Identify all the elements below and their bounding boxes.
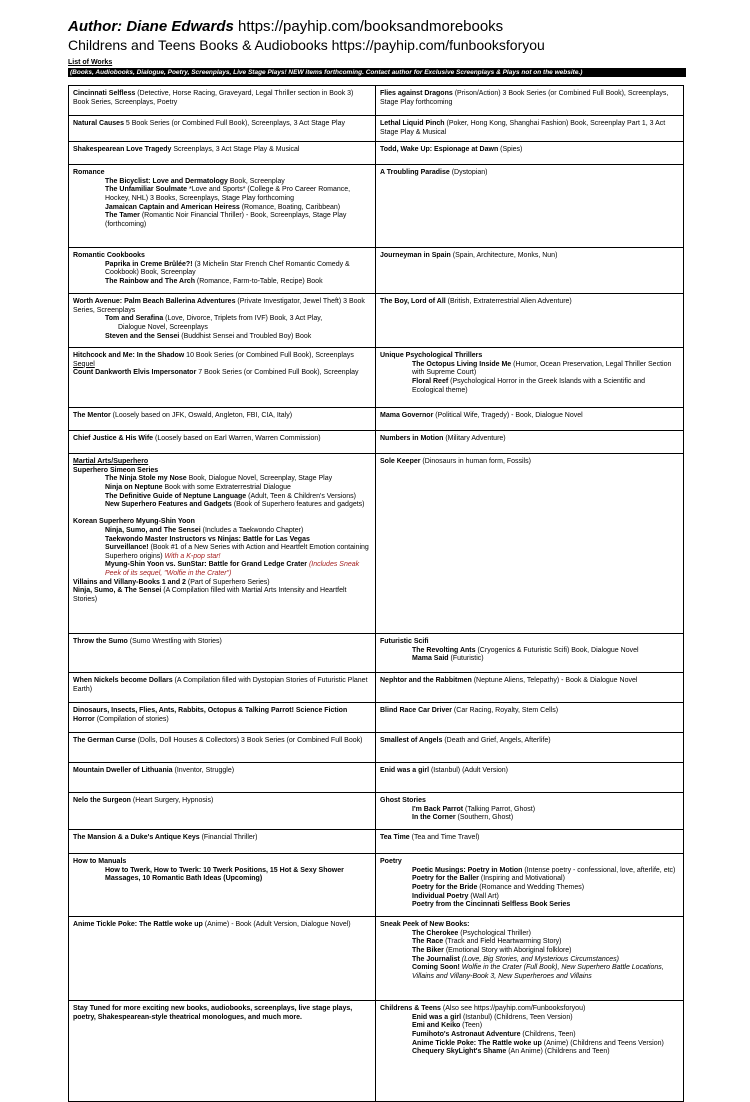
- work-entry: [380, 655, 678, 664]
- work-description: (Dystopian): [449, 169, 488, 177]
- work-title: Hitchcock and Me: In the Shadow: [73, 352, 185, 360]
- work-description: (Part of Superhero Series): [185, 578, 270, 586]
- works-row: [69, 165, 684, 248]
- work-title: Myung-Shin Yoon vs. SunStar: Battle for Grand Ledge Crater: [105, 561, 307, 569]
- right-cell: [376, 703, 684, 733]
- work-title: Smallest of Angels: [380, 737, 443, 745]
- work-description: (Istanbul) (Adult Version): [429, 767, 508, 775]
- works-row: [69, 854, 684, 917]
- work-title: Lethal Liquid Pinch: [380, 120, 445, 127]
- work-title: The Unfamiliar Soulmate: [105, 186, 188, 194]
- work-description: (Sumo Wrestling with Stories): [127, 638, 222, 646]
- work-description: (Inventor, Struggle): [172, 767, 235, 775]
- works-row: [69, 703, 684, 733]
- work-description: (Private Investigator, Jewel Theft) 3 Book Series, Screenplays: [73, 298, 365, 314]
- work-description: (Tea and Time Travel): [409, 834, 480, 842]
- work-description: (Loosely based on Earl Warren, Warren Commission): [153, 435, 321, 443]
- work-description: (Neptune Aliens, Telepathy) - Book & Dialogue Novel: [471, 677, 638, 685]
- work-description: (Inspiring and Motivational): [478, 875, 565, 883]
- section-heading: Korean Superhero Myung-Shin Yoon: [73, 518, 195, 526]
- work-title: Ninja on Neptune: [105, 483, 163, 491]
- work-title: In the Corner: [412, 814, 456, 822]
- work-title: Anime Tickle Poke: The Rattle woke up: [73, 921, 203, 929]
- right-cell: [376, 763, 684, 793]
- works-row: [69, 142, 684, 165]
- work-entry: [380, 412, 678, 421]
- work-entry: [380, 938, 678, 947]
- work-description: 5 Book Series (or Combined Full Book), Screenplays, 3 Act Stage Play: [123, 120, 345, 127]
- work-entry: [73, 527, 370, 536]
- work-title: The Boy, Lord of All: [380, 298, 446, 306]
- document-header: [68, 18, 738, 54]
- work-description: (A Compilation filled with Martial Arts Intensity and Heartfelt Stories): [73, 587, 347, 603]
- work-title: New Superhero Features and Gadgets: [105, 501, 232, 509]
- work-entry: [73, 315, 370, 324]
- right-cell: [376, 294, 684, 348]
- work-title: A Troubling Paradise: [380, 169, 450, 177]
- right-cell: [376, 165, 684, 248]
- work-title: The Rainbow and The Arch: [105, 277, 195, 285]
- work-title: The Mansion & a Duke's Antique Keys: [73, 834, 200, 842]
- work-entry: [73, 412, 370, 421]
- work-note: (Love, Big Stories, and Mysterious Circumstances): [459, 955, 619, 963]
- work-title: Dinosaurs, Insects, Flies, Ants, Rabbits, Octopus & Talking Parrot! Science Fiction Horror: [73, 707, 348, 723]
- work-entry: [73, 186, 370, 203]
- work-entry: [73, 834, 370, 843]
- work-description: (Dolls, Doll Houses & Collectors) 3 Book Series (or Combined Full Book): [135, 737, 363, 745]
- work-entry: [380, 814, 678, 823]
- work-entry: [73, 921, 370, 930]
- work-description: (Heart Surgery, Hypnosis): [130, 797, 214, 805]
- work-title: Tom and Serafina: [105, 315, 164, 323]
- work-description: (Wall Art): [468, 892, 499, 900]
- left-cell: [69, 116, 376, 142]
- work-entry: [380, 964, 678, 981]
- work-title: Fumihoto's Astronaut Adventure: [412, 1030, 521, 1038]
- work-description: (Spain, Architecture, Monks, Nun): [450, 252, 558, 260]
- work-entry: [380, 435, 678, 444]
- section-heading: Unique Psychological Thrillers: [380, 352, 483, 360]
- work-description: (Southern, Ghost): [455, 814, 514, 822]
- work-description: (Book of Superhero features and gadgets): [231, 501, 365, 509]
- work-description: Book with some Extraterrestrial Dialogue: [162, 483, 291, 491]
- work-entry: [73, 797, 370, 806]
- work-description: (Psychological Horror in the Greek Islands with a Scientific and Ecological theme): [412, 377, 646, 394]
- left-cell: [69, 733, 376, 763]
- work-title: Coming Soon!: [412, 964, 460, 972]
- works-row: [69, 1001, 684, 1102]
- work-entry: [73, 579, 370, 588]
- work-title: Tea Time: [380, 834, 410, 842]
- works-row: [69, 793, 684, 830]
- works-row: [69, 733, 684, 763]
- work-entry: [73, 493, 370, 502]
- work-description: (Talking Parrot, Ghost): [463, 805, 536, 813]
- work-entry: [73, 333, 370, 342]
- work-title: Cincinnati Selfless: [73, 90, 136, 97]
- work-entry: [380, 834, 678, 843]
- right-cell: [376, 830, 684, 854]
- work-entry: [380, 90, 678, 107]
- left-cell: [69, 917, 376, 1001]
- works-row: [69, 634, 684, 673]
- work-description: (Includes a Taekwondo Chapter): [200, 526, 304, 534]
- work-title: The Definitive Guide of Neptune Language: [105, 492, 247, 500]
- section-heading: Sneak Peek of New Books:: [380, 921, 470, 929]
- work-title: Blind Race Car Driver: [380, 707, 452, 715]
- left-cell: [69, 1001, 376, 1102]
- works-row: [69, 294, 684, 348]
- work-title: Mountain Dweller of Lithuania: [73, 767, 173, 775]
- left-cell: [69, 348, 376, 408]
- work-title: The Ninja Stole my Nose: [105, 475, 187, 483]
- work-description: (Cryogenics & Futuristic Scifi) Book, Dialogue Novel: [475, 646, 639, 654]
- works-row: [69, 431, 684, 454]
- work-title: The Tamer: [105, 212, 140, 220]
- work-entry: [380, 252, 678, 261]
- work-description: (Track and Field Heartwarming Story): [443, 938, 562, 946]
- work-entry: [73, 324, 370, 333]
- right-cell: [376, 248, 684, 294]
- work-title: Emi and Keiko: [412, 1022, 461, 1030]
- work-description: (Romance, Boating, Caribbean): [239, 203, 341, 211]
- work-entry: [380, 956, 678, 965]
- left-cell: [69, 294, 376, 348]
- right-cell: [376, 793, 684, 830]
- work-entry: [380, 867, 678, 876]
- work-description: (Love, Divorce, Triplets from IVF) Book, 3 Act Play,: [163, 315, 323, 323]
- works-row: [69, 408, 684, 431]
- work-description: (Istanbul) (Childrens, Teen Version): [461, 1013, 573, 1021]
- left-cell: [69, 248, 376, 294]
- work-title: Jamaican Captain and American Heiress: [105, 203, 240, 211]
- section-heading: Childrens & Teens (Also see https://payhip.com/Funbooksforyou): [380, 1005, 586, 1013]
- work-entry: [73, 369, 370, 378]
- section-heading: Ghost Stories: [380, 797, 426, 805]
- work-description: Dialogue Novel, Screenplays: [118, 323, 208, 331]
- work-title: Natural Causes: [73, 120, 124, 127]
- right-cell: [376, 116, 684, 142]
- work-description: Book, Dialogue Novel, Screenplay, Stage Play: [186, 475, 333, 483]
- work-entry: [73, 278, 370, 287]
- work-title: When Nickels become Dollars: [73, 677, 173, 685]
- right-cell: [376, 673, 684, 703]
- works-row: [69, 86, 684, 116]
- work-entry: [73, 475, 370, 484]
- work-description: (Psychological Thriller): [458, 929, 531, 937]
- work-title: The Biker: [412, 946, 444, 954]
- spacer: [73, 510, 370, 519]
- work-title: Todd, Wake Up: Espionage at Dawn: [380, 146, 499, 154]
- work-description: Screenplays, 3 Act Stage Play & Musical: [171, 146, 300, 154]
- work-title: The Mentor: [73, 412, 111, 420]
- work-description: (Emotional Story with Aboriginal folklore): [443, 946, 572, 954]
- section-heading: Poetry: [380, 858, 402, 866]
- right-cell: [376, 86, 684, 116]
- work-entry: [380, 146, 678, 155]
- work-entry: [380, 1014, 678, 1023]
- work-description: (Death and Grief, Angels, Afterlife): [442, 737, 551, 745]
- section-heading-note: (Also see https://payhip.com/Funbooksforyou): [440, 1005, 586, 1013]
- work-title: Poetry for the Bride: [412, 883, 478, 891]
- section-heading: Superhero Simeon Series: [73, 466, 159, 474]
- work-entry: [73, 638, 370, 647]
- work-entry: [73, 435, 370, 444]
- left-cell: [69, 165, 376, 248]
- work-title: Count Dankworth Elvis Impersonator: [73, 369, 197, 377]
- work-entry: [73, 767, 370, 776]
- work-description: (Adult, Teen & Children's Versions): [246, 492, 356, 500]
- work-entry: [380, 737, 678, 746]
- work-title: Chief Justice & His Wife: [73, 435, 154, 443]
- work-entry: [73, 484, 370, 493]
- work-description: (Poker, Hong Kong, Shanghai Fashion) Book, Screenplay Part 1, 3 Act Stage Play & Musical: [380, 120, 666, 136]
- works-table: [68, 85, 684, 1102]
- work-entry: [380, 1031, 678, 1040]
- work-entry: [73, 212, 370, 229]
- work-title: Ninja, Sumo, & The Sensei: [73, 587, 162, 595]
- work-title: Numbers in Motion: [380, 435, 444, 443]
- right-cell: [376, 142, 684, 165]
- work-entry: [380, 1048, 678, 1057]
- work-entry: [380, 947, 678, 956]
- work-entry: [73, 544, 370, 561]
- work-title: Paprika in Creme Brûlée?!: [105, 260, 193, 268]
- work-title: Poetry for the Baller: [412, 875, 479, 883]
- work-entry: [380, 707, 678, 716]
- work-entry: [73, 737, 370, 746]
- work-entry: [73, 90, 370, 107]
- work-note: With a K-pop star!: [162, 552, 221, 560]
- work-title: The Octopus Living Inside Me: [412, 360, 512, 368]
- work-description: (Anime) (Childrens and Teens Version): [541, 1039, 664, 1047]
- work-description: (An Anime) (Childrens and Teen): [506, 1048, 610, 1056]
- work-entry: [73, 146, 370, 155]
- work-entry: [380, 930, 678, 939]
- work-title: Nelo the Surgeon: [73, 797, 131, 805]
- left-cell: [69, 86, 376, 116]
- work-entry: [380, 884, 678, 893]
- work-title: Steven and the Sensei: [105, 332, 180, 340]
- left-cell: [69, 854, 376, 917]
- works-row: [69, 830, 684, 854]
- work-title: Worth Avenue: Palm Beach Ballerina Adventures: [73, 298, 236, 306]
- work-title: The Bicyclist: Love and Dermatology: [105, 177, 228, 185]
- work-entry: [73, 204, 370, 213]
- right-cell: [376, 348, 684, 408]
- section-heading: Martial Arts/Superhero: [73, 458, 149, 466]
- works-row: [69, 348, 684, 408]
- section-heading: Futuristic Scifi: [380, 638, 429, 646]
- work-entry: [380, 767, 678, 776]
- work-entry: [73, 352, 370, 361]
- left-cell: [69, 673, 376, 703]
- work-title: The Revolting Ants: [412, 646, 476, 654]
- author-url[interactable]: https://payhip.com/booksandmorebooks: [238, 18, 504, 35]
- work-description: (Humor, Ocean Preservation, Legal Thriller Section with Supreme Court): [412, 360, 672, 377]
- work-title: I'm Back Parrot: [412, 805, 464, 813]
- work-title: Surveillance!: [105, 544, 149, 552]
- work-title: Enid was a girl: [380, 767, 430, 775]
- work-description: (Buddhist Sensei and Troubled Boy) Book: [179, 332, 312, 340]
- work-title: Ninja, Sumo, and The Sensei: [105, 526, 201, 534]
- work-title: Throw the Sumo: [73, 638, 128, 646]
- work-entry: [380, 806, 678, 815]
- work-entry: [73, 867, 370, 884]
- work-title: Poetic Musings: Poetry in Motion: [412, 866, 523, 874]
- work-description: (Car Racing, Royalty, Stem Cells): [451, 707, 559, 715]
- work-entry: [380, 677, 678, 686]
- work-title: The Race: [412, 938, 444, 946]
- work-title: Individual Poetry: [412, 892, 469, 900]
- work-description: *Love and Sports* (College & Pro Career Romance, Hockey, NHL) 3 Books, Screenplays, Stage Play forthcoming: [105, 186, 351, 202]
- work-title: Enid was a girl: [412, 1013, 462, 1021]
- right-cell: [376, 454, 684, 634]
- work-description: (Detective, Horse Racing, Graveyard, Legal Thriller section in Book 3) Book Series, Screenplays, Poetry: [73, 90, 354, 106]
- work-entry: [380, 361, 678, 378]
- works-row: [69, 763, 684, 793]
- work-entry: [73, 261, 370, 278]
- left-cell: [69, 634, 376, 673]
- work-description: (Compilation of stories): [94, 715, 169, 723]
- work-entry: [380, 893, 678, 902]
- work-entry: [73, 677, 370, 694]
- list-subtitle: (Books, Audiobooks, Dialogue, Poetry, Screenplays, Live Stage Plays! NEW items forthcoming. Contact author for Exclusive Screenplays & Plays not on the website.): [68, 68, 686, 77]
- work-title: Stay Tuned for more exciting new books, audiobooks, screenplays, live stage plays, poetry, Shakespearean-style theatrical monologues, and much more.: [73, 1005, 353, 1021]
- work-description: (Political Wife, Tragedy) - Book, Dialogue Novel: [433, 412, 583, 420]
- work-entry: [380, 1040, 678, 1049]
- left-cell: [69, 793, 376, 830]
- left-cell: [69, 830, 376, 854]
- works-row: [69, 917, 684, 1001]
- right-cell: [376, 408, 684, 431]
- work-note: (Includes Sneak Peek of its sequel, "Wolfie in the Crater"): [105, 561, 360, 577]
- work-description: (Book #1 of a New Series with Action and Heartfelt Emotion containing Superhero origins): [105, 544, 369, 560]
- work-description: (Dinosaurs in human form, Fossils): [420, 458, 531, 466]
- work-entry: [73, 587, 370, 604]
- work-title: Journeyman in Spain: [380, 252, 451, 260]
- section-heading: Romance: [73, 169, 105, 177]
- work-description: (Military Adventure): [443, 435, 506, 443]
- work-title: The Cherokee: [412, 929, 459, 937]
- work-title: The German Curse: [73, 737, 136, 745]
- author-name: Author: Diane Edwards: [68, 18, 234, 35]
- work-entry: [73, 298, 370, 315]
- work-description: (Childrens, Teen): [520, 1030, 576, 1038]
- work-title: Floral Reef: [412, 377, 449, 385]
- work-description: (Futuristic): [448, 655, 484, 663]
- work-entry: [73, 178, 370, 187]
- work-entry: [380, 901, 678, 910]
- work-entry: [73, 536, 370, 545]
- section-heading: Romantic Cookbooks: [73, 252, 145, 260]
- work-description: (Anime) - Book (Adult Version, Dialogue Novel): [202, 921, 351, 929]
- right-cell: [376, 431, 684, 454]
- work-title: Taekwondo Master Instructors vs Ninjas: Battle for Las Vegas: [105, 535, 310, 543]
- list-title: List of Works: [68, 59, 113, 66]
- left-cell: [69, 431, 376, 454]
- work-description: (British, Extraterrestrial Alien Adventure): [445, 298, 572, 306]
- work-title: The Journalist: [412, 955, 460, 963]
- works-row: [69, 673, 684, 703]
- works-row: [69, 454, 684, 634]
- work-title: Flies against Dragons: [380, 90, 453, 97]
- work-entry: [73, 707, 370, 724]
- work-description: (A Compilation filled with Dystopian Stories of Futuristic Planet Earth): [73, 677, 368, 693]
- work-description: (Romance, Farm-to-Table, Recipe) Book: [194, 277, 323, 285]
- left-cell: [69, 763, 376, 793]
- left-cell: [69, 408, 376, 431]
- work-description: 7 Book Series (or Combined Full Book), Screenplay: [196, 369, 359, 377]
- work-entry: [380, 378, 678, 395]
- work-note: Wolfie in the Crater (Full Book), New Superhero Battle Locations, Villains and Villany-Book 3, New Superheroes and Villains: [412, 964, 664, 980]
- work-description: (Financial Thriller): [199, 834, 258, 842]
- right-cell: [376, 1001, 684, 1102]
- right-cell: [376, 854, 684, 917]
- work-entry: [380, 875, 678, 884]
- work-title: Shakespearean Love Tragedy: [73, 146, 172, 154]
- work-entry: [73, 561, 370, 578]
- work-entry: [380, 298, 678, 307]
- work-description: Book, Screenplay: [227, 177, 285, 185]
- work-entry: [380, 1022, 678, 1031]
- work-description: (Romantic Noir Financial Thriller) - Book, Screenplays, Stage Play (forthcoming): [105, 212, 347, 228]
- work-description: (Romance and Wedding Themes): [477, 883, 585, 891]
- work-entry: [380, 120, 678, 137]
- right-cell: [376, 733, 684, 763]
- work-entry: [380, 647, 678, 656]
- work-entry: [73, 120, 370, 129]
- work-title: How to Twerk, How to Twerk: 10 Twerk Positions, 15 Hot & Sexy Shower Massages, 10 Romantic Bath Ideas (Upcoming): [105, 866, 344, 883]
- works-row: [69, 116, 684, 142]
- work-description: (Loosely based on JFK, Oswald, Angleton, FBI, CIA, Italy): [110, 412, 293, 420]
- left-cell: [69, 703, 376, 733]
- work-description: 10 Book Series (or Combined Full Book), Screenplays: [184, 352, 354, 360]
- work-description: (Intense poetry - confessional, love, afterlife, etc): [522, 866, 676, 874]
- work-entry: [73, 1005, 370, 1022]
- right-cell: [376, 634, 684, 673]
- left-cell: [69, 142, 376, 165]
- work-title: Mama Governor: [380, 412, 434, 420]
- work-entry: [380, 169, 678, 178]
- right-cell: [376, 917, 684, 1001]
- work-description: (3 Michelin Star French Chef Romantic Comedy & Cookbook) Book, Screenplay: [105, 260, 350, 277]
- work-title: Nephtor and the Rabbitmen: [380, 677, 472, 685]
- work-description: (Spies): [498, 146, 523, 154]
- section-heading: How to Manuals: [73, 858, 127, 866]
- works-row: [69, 248, 684, 294]
- childrens-books-line: Childrens and Teens Books & Audiobooks https://payhip.com/funbooksforyou: [68, 37, 545, 53]
- work-entry: [380, 458, 678, 467]
- left-cell: [69, 454, 376, 634]
- work-title: Mama Said: [412, 655, 449, 663]
- work-title: Villains and Villany-Books 1 and 2: [73, 578, 186, 586]
- work-entry: [73, 501, 370, 510]
- work-description: (Prison/Action) 3 Book Series (or Combined Full Book), Screenplays, Stage Play forthcoming: [380, 90, 669, 106]
- work-title: Anime Tickle Poke: The Rattle woke up: [412, 1039, 542, 1047]
- sequel-label: Sequel: [73, 360, 95, 368]
- work-title: Chequery SkyLight's Shame: [412, 1048, 507, 1056]
- work-title: Sole Keeper: [380, 458, 421, 466]
- work-title: Poetry from the Cincinnati Selfless Book Series: [412, 901, 571, 909]
- work-entry: [73, 361, 370, 370]
- work-description: (Teen): [460, 1022, 483, 1030]
